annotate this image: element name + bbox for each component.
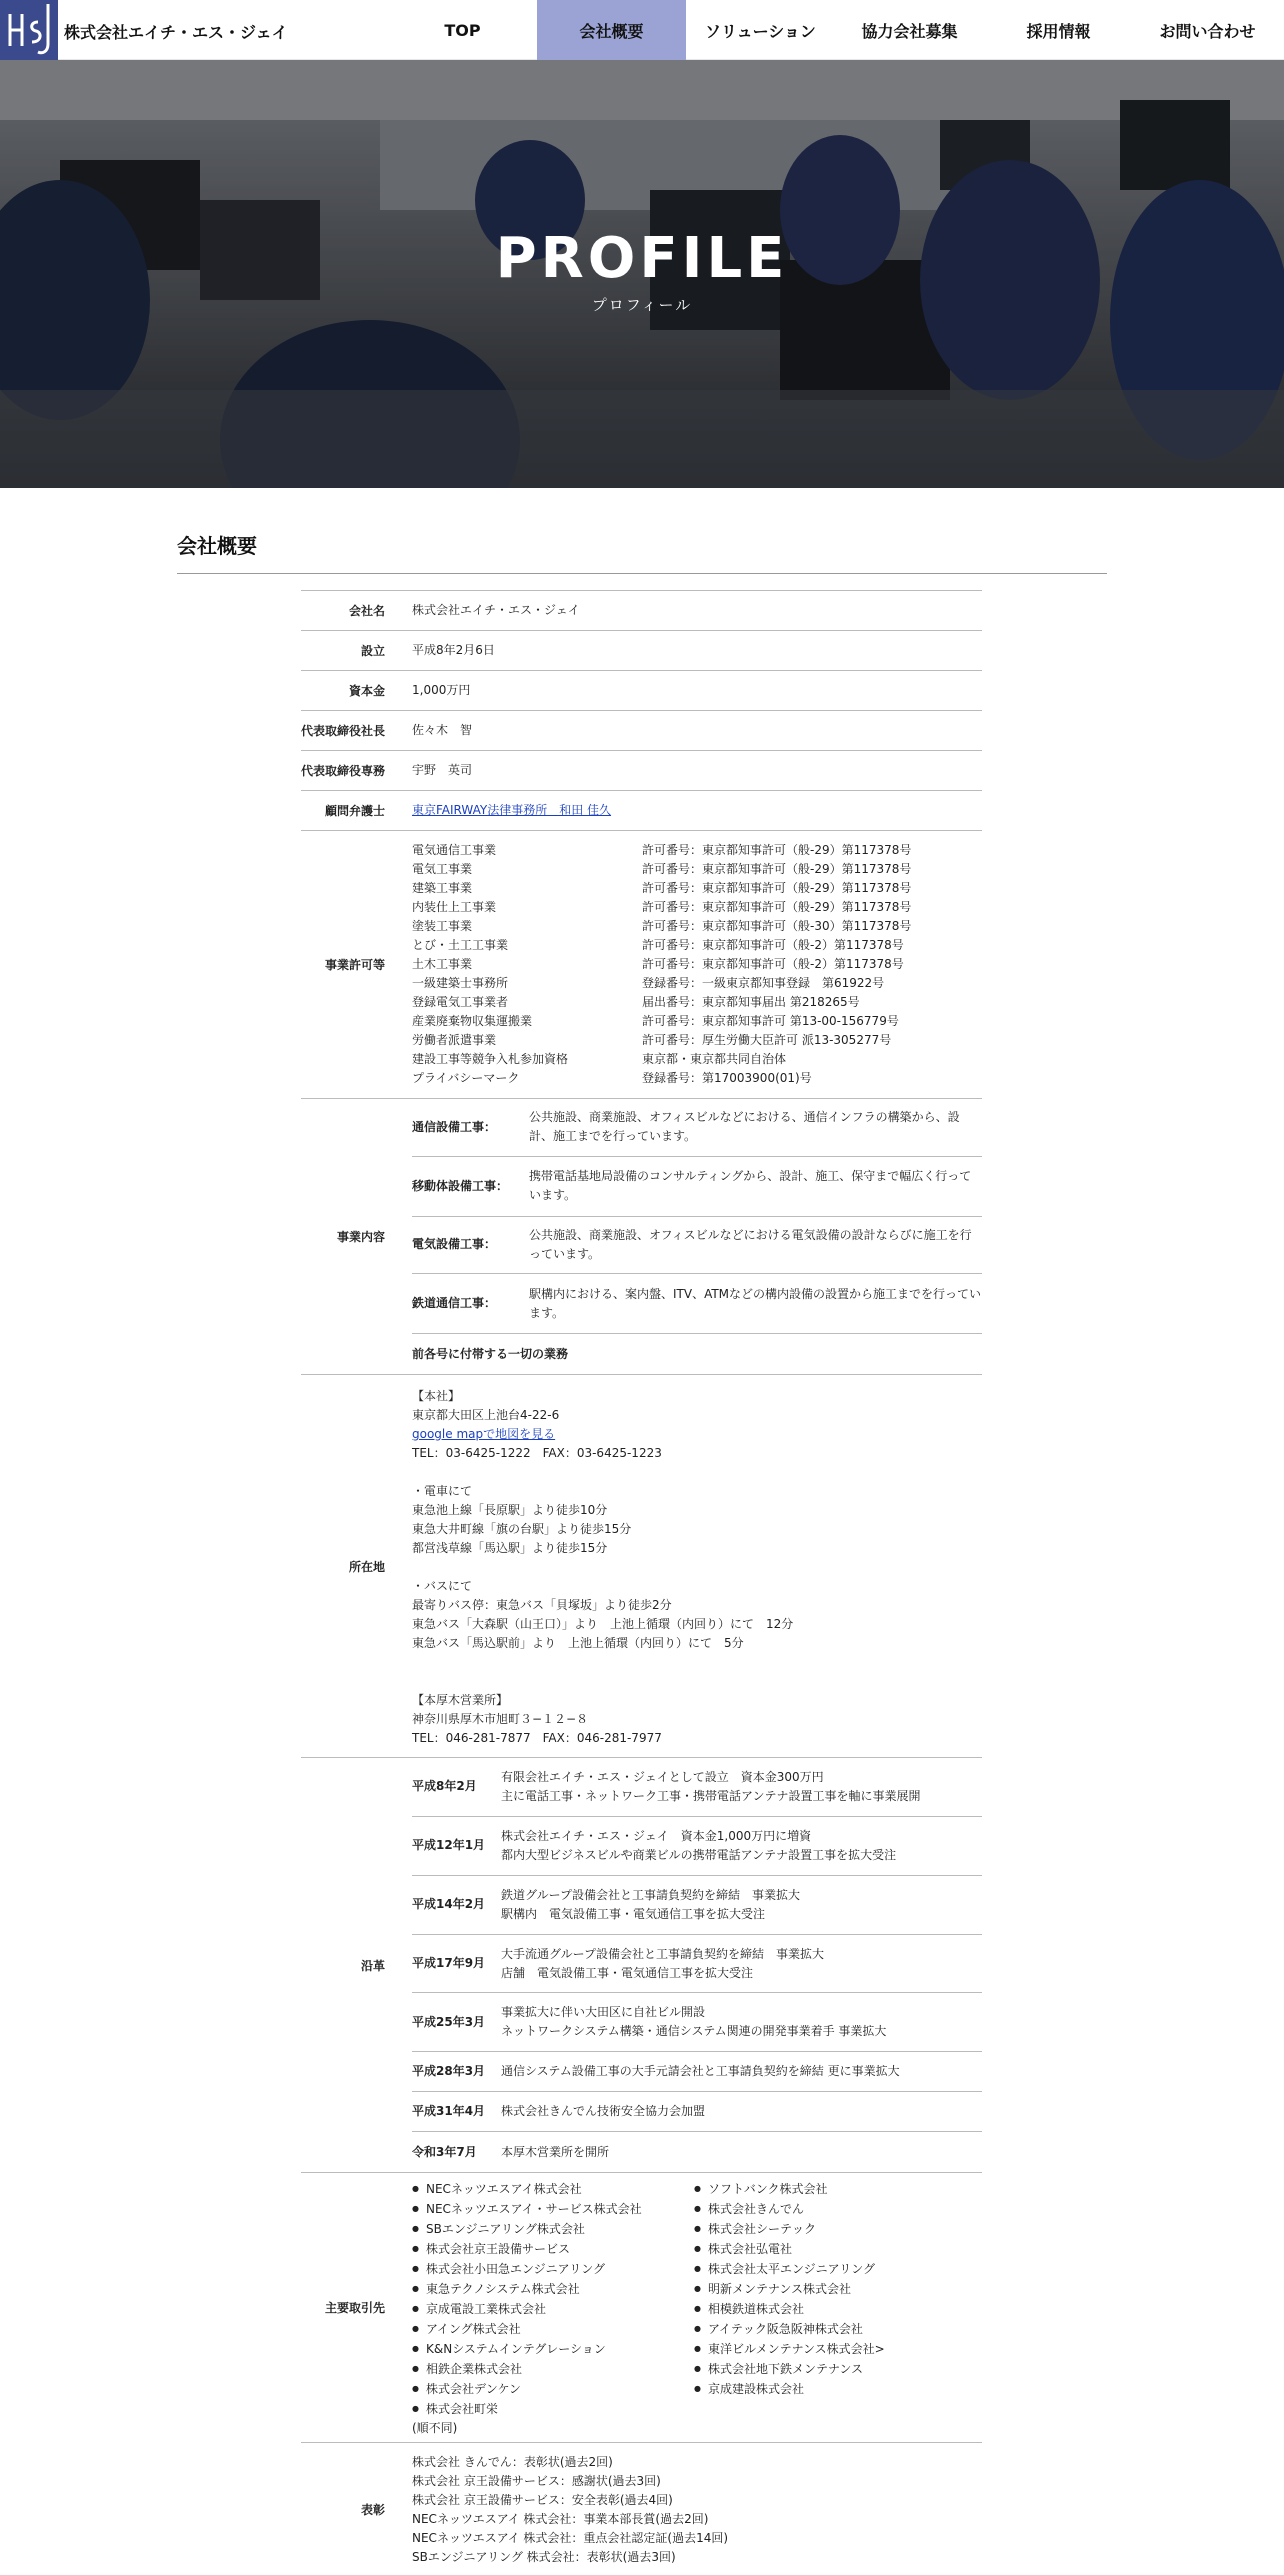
license-name: 電気通信工事業: [412, 843, 497, 857]
business-item: 通信設備工事： 公共施設、商業施設、オフィスビルなどにおける、通信インフラの構築から、設計、施工までを行っています。: [412, 1099, 982, 1157]
business-footer: 前各号に付帯する一切の業務: [412, 1346, 569, 1361]
row-label: 事業許可等: [324, 958, 385, 972]
nav-company[interactable]: 会社概要: [537, 0, 686, 60]
profile-table: [301, 590, 982, 2575]
license-name: 建築工事業: [412, 881, 473, 895]
company-logo[interactable]: [0, 0, 58, 60]
row-label: 所在地: [348, 1559, 385, 1574]
branch-title: 【本厚木営業所】: [412, 1693, 509, 1707]
row-established: [301, 631, 982, 671]
row-awards: [301, 2443, 982, 2575]
hero-title: PROFILE: [495, 226, 789, 291]
client-item: ● 株式会社弘電社: [694, 2239, 976, 2259]
client-item: ● 相鉄企業株式会社: [412, 2359, 694, 2379]
row-label: 会社名: [348, 604, 385, 618]
train-route: 東急池上線「長原駅」より徒歩10分: [412, 1503, 608, 1517]
row-label: 顧問弁護士: [324, 804, 385, 818]
license-name: プライバシーマーク: [412, 1071, 520, 1085]
client-item: ● 株式会社小田急エンジニアリング: [412, 2259, 694, 2279]
train-route: 東急大井町線「旗の台駅」より徒歩15分: [412, 1522, 632, 1536]
history-item: 平成17年9月 大手流通グループ設備会社と工事請負契約を締結 事業拡大 店舗 電気設備工事・電気通信工事を拡大受注: [412, 1935, 982, 1994]
license-number: 許可番号：東京都知事許可（般-29）第117378号: [642, 881, 912, 895]
client-item: ● アイテック阪急阪神株式会社: [694, 2319, 976, 2339]
row-label: 主要取引先: [324, 2301, 385, 2315]
license-name: 塗装工事業: [412, 919, 473, 933]
nav-solution[interactable]: ソリューション: [705, 21, 816, 41]
section-title: 会社概要: [177, 534, 257, 558]
business-item: 鉄道通信工事： 駅構内における、案内盤、ITV、ATMなどの構内設備の設置から施工までを行っています。: [412, 1274, 982, 1334]
license-number: 許可番号：東京都知事許可（般-29）第117378号: [642, 843, 912, 857]
row-location: [301, 1375, 982, 1758]
license-number: 許可番号：東京都知事許可 第13-00-156779号: [642, 1014, 899, 1028]
history-item: 平成14年2月 鉄道グループ設備会社と工事請負契約を締結 事業拡大 駅構内 電気設備工事・電気通信工事を拡大受注: [412, 1876, 982, 1935]
history-item: 平成25年3月 事業拡大に伴い大田区に自社ビル開設 ネットワークシステム構築・通信システム関連の開発事業着手 事業拡大: [412, 1993, 982, 2052]
history-item: 平成28年3月 通信システム設備工事の大手元請会社と工事請負契約を締結 更に事業拡大: [412, 2052, 982, 2092]
license-name: 土木工事業: [412, 957, 473, 971]
history-item: 平成12年1月 株式会社エイチ・エス・ジェイ 資本金1,000万円に増資 都内大型ビジネスビルや商業ビルの携帯電話アンテナ設置工事を拡大受注: [412, 1817, 982, 1876]
license-number: 東京都・東京都共同自治体: [642, 1052, 787, 1066]
client-item: ● NECネッツエスアイ株式会社: [412, 2179, 694, 2199]
license-number: 許可番号：東京都知事許可（般-29）第117378号: [642, 900, 912, 914]
client-item: ● 株式会社シーテック: [694, 2219, 976, 2239]
row-clients: [301, 2173, 982, 2443]
main-nav: [388, 0, 1282, 60]
client-item: ● 京成電設工業株式会社: [412, 2299, 694, 2319]
client-item: ● SBエンジニアリング株式会社: [412, 2219, 694, 2239]
client-item: ● 株式会社町栄: [412, 2399, 694, 2419]
bus-title: ・バスにて: [412, 1579, 473, 1593]
row-label: 事業内容: [336, 1230, 385, 1244]
row-lawyer: [301, 791, 982, 831]
license-number: 許可番号：東京都知事許可（般-2）第117378号: [642, 938, 904, 952]
client-item: ● K&Nシステムインテグレーション: [412, 2339, 694, 2359]
award-item: 株式会社 京王設備サービス：感謝状(過去3回): [412, 2474, 661, 2488]
license-number: 届出番号：東京都知事届出 第218265号: [642, 995, 860, 1009]
license-number: 許可番号：東京都知事許可（般-2）第117378号: [642, 957, 904, 971]
license-number: 許可番号：東京都知事許可（般-30）第117378号: [642, 919, 912, 933]
row-label: 代表取締役社長: [301, 724, 386, 738]
hero-banner: [0, 60, 1284, 488]
row-value: 1,000万円: [412, 683, 471, 697]
row-label: 沿革: [360, 1958, 385, 1973]
company-name[interactable]: 株式会社エイチ・エス・ジェイ: [64, 23, 288, 42]
nav-top[interactable]: TOP: [444, 20, 481, 40]
google-map-link[interactable]: google mapで地図を見る: [412, 1427, 556, 1441]
row-value: 株式会社エイチ・エス・ジェイ: [412, 603, 580, 617]
license-name: とび・土工工事業: [412, 938, 509, 952]
bus-route: 東急バス「大森駅（山王口）」より 上池上循環（内回り）にて 12分: [412, 1617, 794, 1631]
license-name: 一級建築士事務所: [412, 976, 509, 990]
license-list: [393, 831, 982, 1096]
license-name: 産業廃棄物収集運搬業: [412, 1014, 533, 1028]
row-label: 資本金: [348, 684, 385, 698]
license-number: 登録番号：一級東京都知事登録 第61922号: [642, 976, 885, 990]
section-divider: [177, 573, 1107, 574]
row-value: 佐々木 智: [412, 723, 473, 737]
license-number: 許可番号：東京都知事許可（般-29）第117378号: [642, 862, 912, 876]
client-item: ● 明新メンテナンス株式会社: [694, 2279, 976, 2299]
row-label: 表彰: [360, 2502, 385, 2517]
client-item: ● 株式会社デンケン: [412, 2379, 694, 2399]
license-name: 登録電気工事業者: [412, 995, 509, 1009]
license-name: 労働者派遣事業: [412, 1033, 497, 1047]
license-name: 内装仕上工事業: [412, 900, 497, 914]
client-item: ● 株式会社きんでん: [694, 2199, 976, 2219]
client-item: ● 相模鉄道株式会社: [694, 2299, 976, 2319]
client-note: (順不同): [412, 2421, 458, 2435]
license-name: 建設工事等競争入札参加資格: [412, 1052, 569, 1066]
business-item: 移動体設備工事： 携帯電話基地局設備のコンサルティングから、設計、施工、保守まで幅広く行っています。: [412, 1157, 982, 1217]
award-item: SBエンジニアリング 株式会社：表彰状(過去3回): [412, 2550, 676, 2564]
license-number: 登録番号：第17003900(01)号: [642, 1071, 812, 1085]
client-item: ● 京成建設株式会社: [694, 2379, 976, 2399]
row-company-name: [301, 591, 982, 631]
award-item: NECネッツエスアイ 株式会社：事業本部長賞(過去2回): [412, 2512, 709, 2526]
hero-subtitle: プロフィール: [591, 296, 693, 314]
location-head-tel: TEL：03-6425-1222 FAX：03-6425-1223: [412, 1446, 662, 1460]
branch-address: 神奈川県厚木市旭町３−１２−８: [412, 1712, 589, 1726]
award-item: 株式会社 京王設備サービス：安全表彰(過去4回): [412, 2493, 673, 2507]
train-route: 都営浅草線「馬込駅」より徒歩15分: [412, 1541, 608, 1555]
row-label: 設立: [360, 644, 385, 658]
client-item: ● アイング株式会社: [412, 2319, 694, 2339]
business-item: 電気設備工事： 公共施設、商業施設、オフィスビルなどにおける電気設備の設計ならびに施工を行っています。: [412, 1217, 982, 1275]
client-item: ● 東急テクノシステム株式会社: [412, 2279, 694, 2299]
row-value: 平成8年2月6日: [412, 643, 495, 657]
logo-mark-icon: [0, 0, 58, 60]
client-list: [393, 2173, 982, 2425]
client-item: ● 株式会社地下鉄メンテナンス: [694, 2359, 976, 2379]
train-title: ・電車にて: [412, 1484, 473, 1498]
nav-recruit[interactable]: 採用情報: [1026, 21, 1091, 41]
row-director: [301, 751, 982, 791]
client-item: ● 株式会社京王設備サービス: [412, 2239, 694, 2259]
lawyer-link[interactable]: 東京FAIRWAY法律事務所 和田 佳久: [412, 803, 612, 817]
award-item: NECネッツエスアイ 株式会社：重点会社認定証(過去14回): [412, 2531, 729, 2545]
license-number: 許可番号：厚生労働大臣許可 派13-305277号: [642, 1033, 892, 1047]
row-label: 代表取締役専務: [301, 764, 386, 778]
client-item: ● NECネッツエスアイ・サービス株式会社: [412, 2199, 694, 2219]
row-business: [301, 1099, 982, 1375]
nav-contact[interactable]: お問い合わせ: [1159, 21, 1256, 41]
branch-tel: TEL：046-281-7877 FAX：046-281-7977: [412, 1731, 662, 1745]
row-value: 宇野 英司: [412, 763, 473, 777]
client-item: ● ソフトバンク株式会社: [694, 2179, 976, 2199]
history-item: 令和3年7月 本厚木営業所を開所: [412, 2144, 610, 2159]
location-head-title: 【本社】: [412, 1389, 461, 1403]
site-header: [0, 0, 1284, 60]
row-licenses: [301, 831, 982, 1099]
history-item: 平成31年4月 株式会社きんでん技術安全協力会加盟: [412, 2092, 982, 2132]
bus-route: 最寄りバス停：東急バス「貝塚坂」より徒歩2分: [412, 1598, 672, 1612]
license-name: 電気工事業: [412, 862, 473, 876]
award-item: 株式会社 きんでん：表彰状(過去2回): [412, 2455, 613, 2469]
client-item: ● 東洋ビルメンテナンス株式会社>: [694, 2339, 976, 2359]
row-capital: [301, 671, 982, 711]
history-item: 平成8年2月 有限会社エイチ・エス・ジェイとして設立 資本金300万円 主に電話工事・ネットワーク工事・携帯電話アンテナ設置工事を軸に事業展開: [412, 1758, 982, 1817]
bus-route: 東急バス「馬込駅前」より 上池上循環（内回り）にて 5分: [412, 1636, 744, 1650]
row-history: [301, 1758, 982, 2173]
row-president: [301, 711, 982, 751]
nav-partners[interactable]: 協力会社募集: [861, 21, 958, 41]
client-item: ● 株式会社太平エンジニアリング: [694, 2259, 976, 2279]
location-head-address: 東京都大田区上池台4-22-6: [412, 1408, 560, 1422]
